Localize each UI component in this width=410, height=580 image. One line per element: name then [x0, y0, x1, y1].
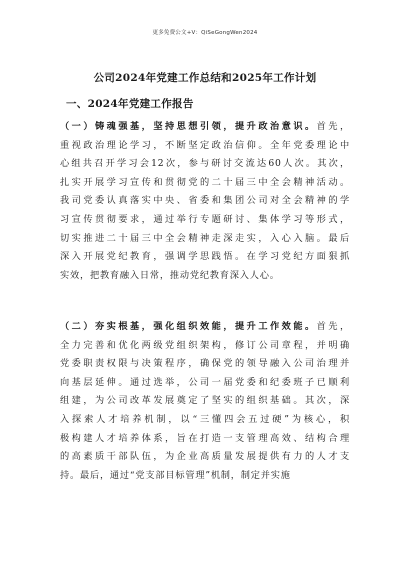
text-line — [60, 137, 350, 156]
text-line — [60, 448, 350, 467]
text-line — [60, 174, 350, 193]
text-line — [60, 337, 350, 356]
text-line — [60, 355, 350, 374]
body-text: 扎实开展学习宣传和贯彻党的二十届三中全会精神活动。 — [60, 176, 350, 188]
text-line — [60, 118, 350, 137]
body-text: 习宣传贯彻要求，通过举行专题研讨、集体学习等形式， — [60, 213, 350, 225]
text-line — [60, 430, 350, 449]
body-text: 切实推进二十届三中全会精神走深走实，入心入脑。最后 — [60, 232, 350, 244]
paragraph — [60, 118, 350, 285]
subheading-text: （二）夯实根基，强化组织效能，提升工作效能。 — [60, 321, 317, 332]
body-text: 实效，把教育融入日常，推动党纪教育深入人心。 — [60, 269, 280, 281]
text-line — [60, 230, 350, 249]
text-line — [60, 392, 350, 411]
body-text: 持。最后，通过“党支部目标管理”机制，制定并实施 — [60, 469, 291, 481]
header-watermark: 更多免费公文+V：QiSeGongWen2024 — [152, 30, 258, 36]
text-line — [60, 467, 350, 486]
body-text: 组建，为公司改革发展奠定了坚实的组织基础。其次，深 — [60, 395, 350, 407]
body-text: 党委职责权限与决策程序，确保党的领导融入公司治理并 — [60, 358, 350, 370]
body-text: 我司党委认真落实中央、省委和集团公司对全会精神的学 — [60, 195, 350, 207]
body-text: 心组共召开学习会12次，参与研讨交流达60人次。其次， — [60, 158, 350, 170]
subheading-text: （一）铸魂强基，坚持思想引领，提升政治意识。 — [60, 121, 317, 132]
document-title: 公司2024年党建工作总结和2025年工作计划 — [93, 72, 317, 84]
text-line — [60, 374, 350, 393]
text-line — [60, 318, 350, 337]
text-line — [60, 267, 350, 286]
body-text: 全力完善和优化两级党组织架构，修订公司章程，并明确 — [60, 339, 350, 351]
body-text: 深入开展党纪教育，强调学思践悟。在学习党纪方面狠抓 — [60, 251, 350, 263]
paragraph — [60, 318, 350, 485]
body-text: 首先， — [316, 321, 350, 332]
body-text: 极构建人才培养体系，旨在打造一支管理高效、结构合理 — [60, 432, 350, 444]
body-text: 首先， — [316, 121, 350, 132]
text-line — [60, 248, 350, 267]
text-line — [60, 155, 350, 174]
body-text: 向基层延伸。通过选举，公司一届党委和纪委班子已顺利 — [60, 376, 350, 388]
section-heading: 一、2024年党建工作报告 — [66, 98, 194, 110]
text-line — [60, 211, 350, 230]
body-text: 重视政治理论学习，不断坚定政治信仰。全年党委理论中 — [60, 139, 350, 151]
body-text: 的高素质干部队伍，为企业高质量发展提供有力的人才支 — [60, 451, 350, 463]
text-line — [60, 411, 350, 430]
text-line — [60, 192, 350, 211]
body-text: 入探索人才培养机制，以“三懂四会五过硬”为核心，积 — [60, 413, 350, 425]
